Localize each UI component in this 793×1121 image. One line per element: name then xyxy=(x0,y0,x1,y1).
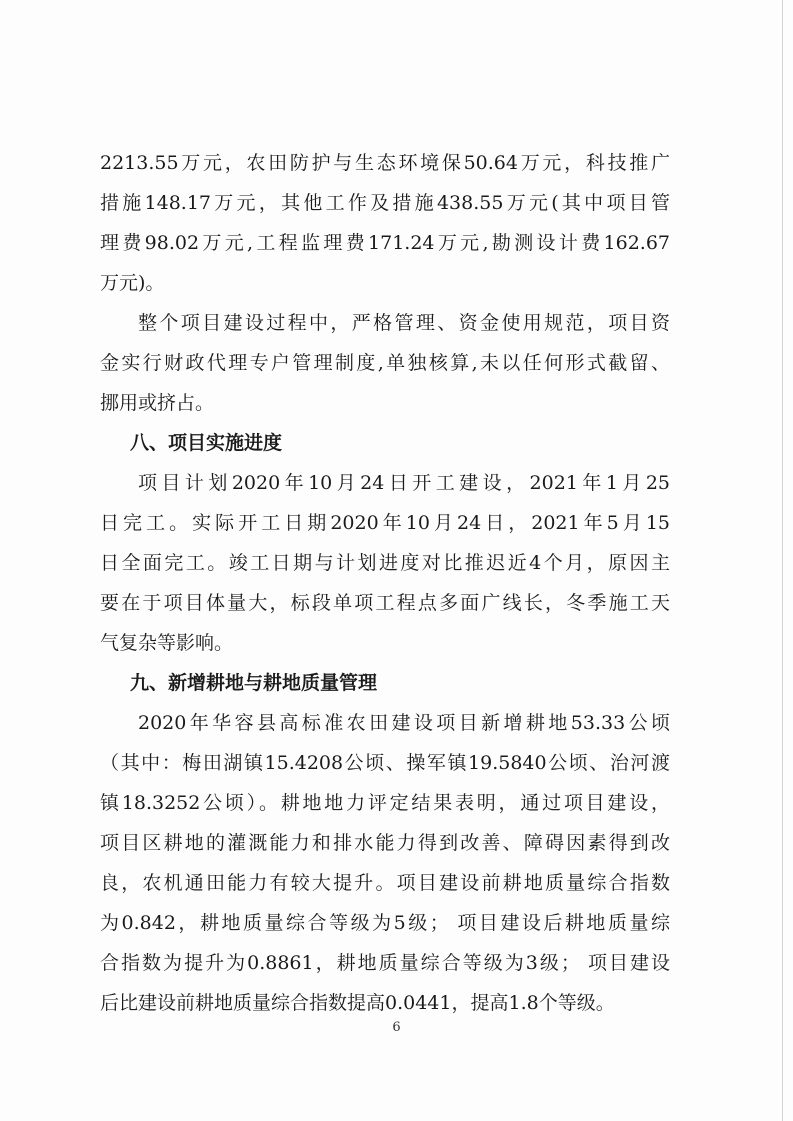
scan-edge-line xyxy=(782,0,783,1121)
text-line: 2020年华容县高标准农田建设项目新增耕地53.33公顷 xyxy=(138,712,670,734)
text-line: 项目区耕地的灌溉能力和排水能力得到改善、障碍因素得到改 xyxy=(100,832,670,854)
text-line: 合指数为提升为0.8861，耕地质量综合等级为3级； 项目建设 xyxy=(100,952,670,974)
text-line: 项目计划2020年10月24日开工建设，2021年1月25 xyxy=(138,472,670,494)
section-heading-farmland: 九、新增耕地与耕地质量管理 xyxy=(130,672,378,694)
text-line: 为0.842，耕地质量综合等级为5级； 项目建设后耕地质量综 xyxy=(100,912,670,934)
paragraph-fund-management xyxy=(100,303,670,423)
text-line: （其中：梅田湖镇15.4208公顷、操军镇19.5840公顷、治河渡 xyxy=(100,752,670,774)
text-line: 理费98.02万元,工程监理费171.24万元,勘测设计费162.67 xyxy=(100,232,670,254)
text-line: 气复杂等影响。 xyxy=(100,632,234,654)
paragraph-progress xyxy=(100,463,670,663)
text-line: 良，农机通田能力有较大提升。项目建设前耕地质量综合指数 xyxy=(100,872,670,894)
text-line: 金实行财政代理专户管理制度,单独核算,未以任何形式截留、 xyxy=(100,352,670,374)
document-body xyxy=(100,143,670,1023)
section-heading-progress: 八、项目实施进度 xyxy=(130,432,283,454)
text-line: 2213.55万元，农田防护与生态环境保50.64万元，科技推广 xyxy=(100,152,670,174)
paragraph-farmland-quality xyxy=(100,703,670,1023)
text-line: 万元)。 xyxy=(100,272,165,294)
page-number: 6 xyxy=(392,1020,401,1035)
text-line: 挪用或挤占。 xyxy=(100,392,215,414)
text-line: 日全面完工。竣工日期与计划进度对比推迟近4个月，原因主 xyxy=(100,552,670,574)
text-line: 后比建设前耕地质量综合指数提高0.0441，提高1.8个等级。 xyxy=(100,992,615,1014)
text-line: 整个项目建设过程中，严格管理、资金使用规范，项目资 xyxy=(138,312,670,334)
paragraph-budget-continued xyxy=(100,143,670,303)
text-line: 日完工。实际开工日期2020年10月24日，2021年5月15 xyxy=(100,512,670,534)
text-line: 措施148.17万元，其他工作及措施438.55万元(其中项目管 xyxy=(100,192,670,214)
text-line: 镇18.3252公顷）。耕地地力评定结果表明，通过项目建设， xyxy=(100,792,670,814)
text-line: 要在于项目体量大，标段单项工程点多面广线长，冬季施工天 xyxy=(100,592,670,614)
